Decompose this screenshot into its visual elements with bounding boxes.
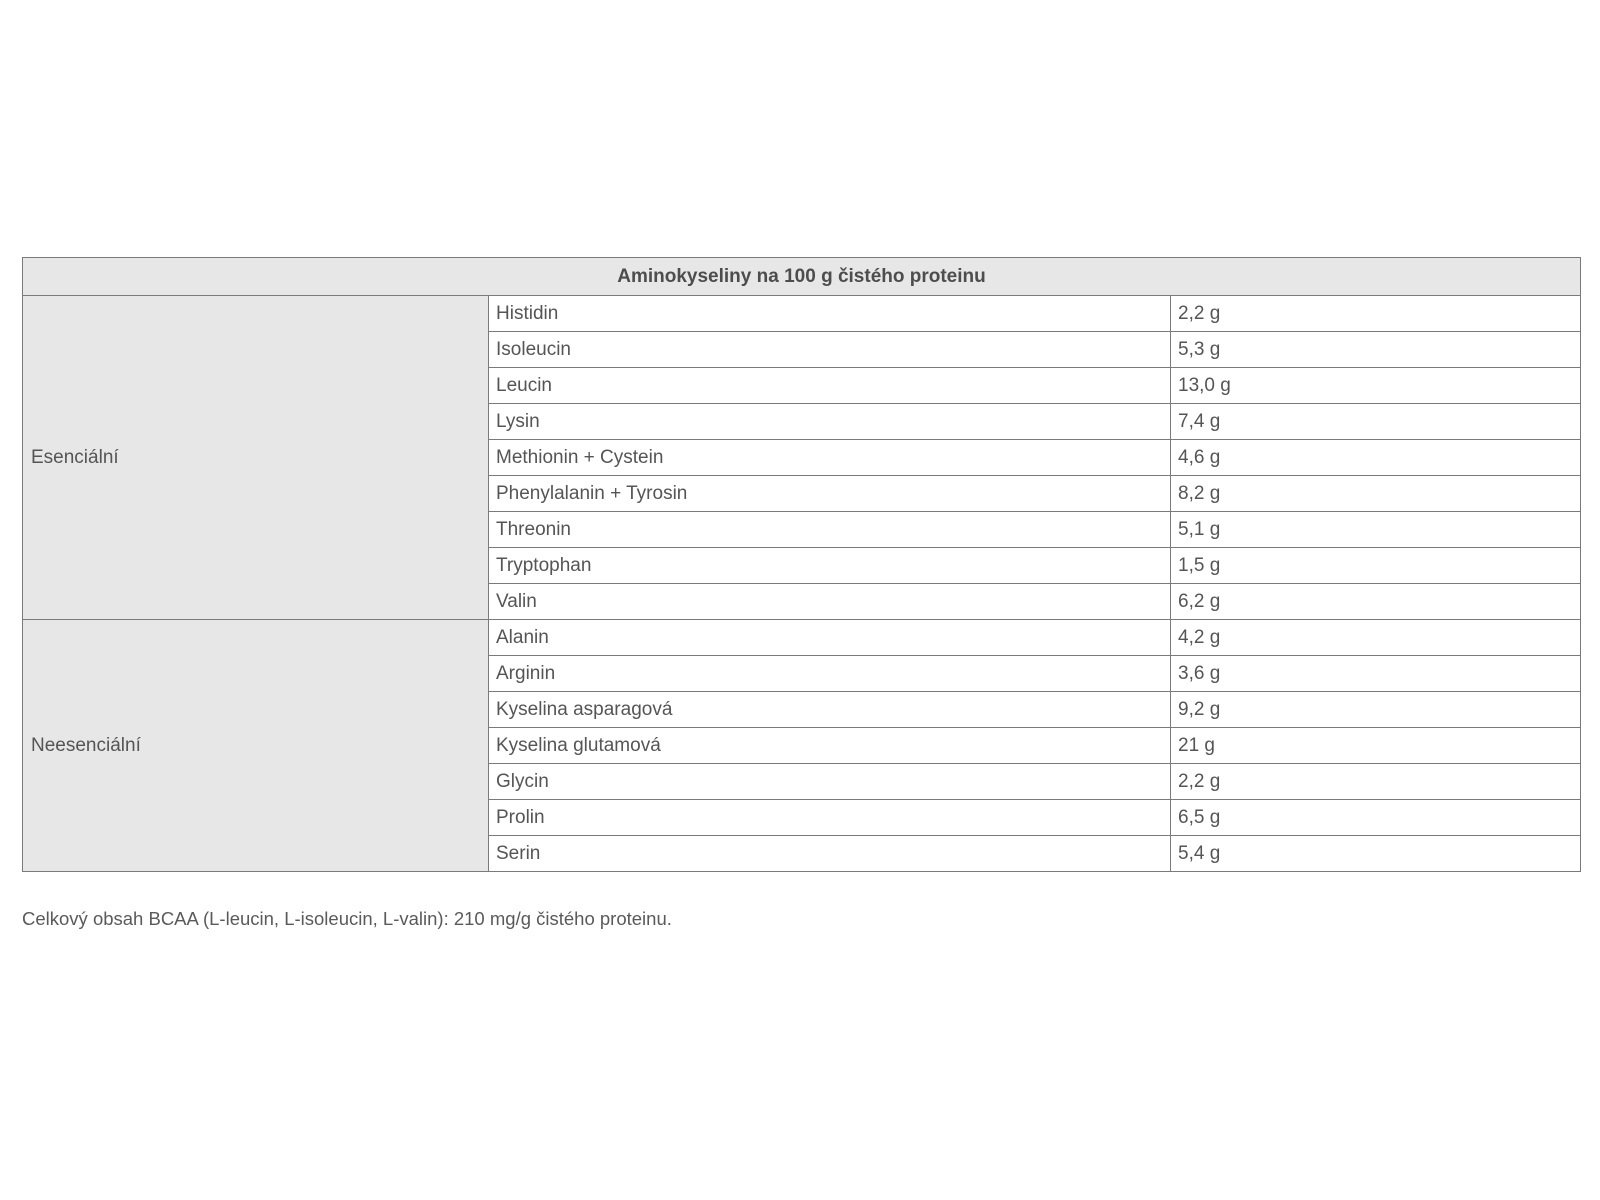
- amino-acid-amount: 2,2 g: [1171, 296, 1581, 332]
- amino-acid-amount: 6,5 g: [1171, 800, 1581, 836]
- table-body: [23, 296, 1581, 872]
- amino-acid-amount: 13,0 g: [1171, 368, 1581, 404]
- amino-acid-name: Arginin: [489, 656, 1171, 692]
- amino-acid-amount: 5,4 g: [1171, 836, 1581, 872]
- amino-acid-amount: 7,4 g: [1171, 404, 1581, 440]
- amino-acid-name: Isoleucin: [489, 332, 1171, 368]
- group-label: Neesenciální: [23, 620, 489, 872]
- amino-acid-name: Valin: [489, 584, 1171, 620]
- amino-acid-name: Alanin: [489, 620, 1171, 656]
- bcaa-footnote: Celkový obsah BCAA (L-leucin, L-isoleucin, L-valin): 210 mg/g čistého proteinu.: [22, 908, 672, 929]
- table-row: [23, 296, 1581, 332]
- amino-acid-amount: 21 g: [1171, 728, 1581, 764]
- amino-acid-name: Kyselina asparagová: [489, 692, 1171, 728]
- amino-acid-name: Lysin: [489, 404, 1171, 440]
- amino-acid-amount: 5,3 g: [1171, 332, 1581, 368]
- amino-acid-table-container: [22, 257, 1580, 872]
- amino-acid-amount: 1,5 g: [1171, 548, 1581, 584]
- amino-acid-amount: 4,2 g: [1171, 620, 1581, 656]
- amino-acid-amount: 5,1 g: [1171, 512, 1581, 548]
- amino-acid-name: Phenylalanin + Tyrosin: [489, 476, 1171, 512]
- group-label: Esenciální: [23, 296, 489, 620]
- amino-acid-name: Threonin: [489, 512, 1171, 548]
- amino-acid-amount: 2,2 g: [1171, 764, 1581, 800]
- amino-acid-name: Leucin: [489, 368, 1171, 404]
- table-header-row: [23, 258, 1581, 296]
- table-title: Aminokyseliny na 100 g čistého proteinu: [23, 258, 1581, 296]
- amino-acid-amount: 4,6 g: [1171, 440, 1581, 476]
- table-row: [23, 620, 1581, 656]
- amino-acid-amount: 8,2 g: [1171, 476, 1581, 512]
- amino-acid-name: Prolin: [489, 800, 1171, 836]
- amino-acid-amount: 3,6 g: [1171, 656, 1581, 692]
- amino-acid-amount: 6,2 g: [1171, 584, 1581, 620]
- amino-acid-table: [22, 257, 1581, 872]
- amino-acid-name: Serin: [489, 836, 1171, 872]
- amino-acid-name: Kyselina glutamová: [489, 728, 1171, 764]
- amino-acid-name: Methionin + Cystein: [489, 440, 1171, 476]
- amino-acid-amount: 9,2 g: [1171, 692, 1581, 728]
- amino-acid-name: Tryptophan: [489, 548, 1171, 584]
- amino-acid-name: Histidin: [489, 296, 1171, 332]
- amino-acid-name: Glycin: [489, 764, 1171, 800]
